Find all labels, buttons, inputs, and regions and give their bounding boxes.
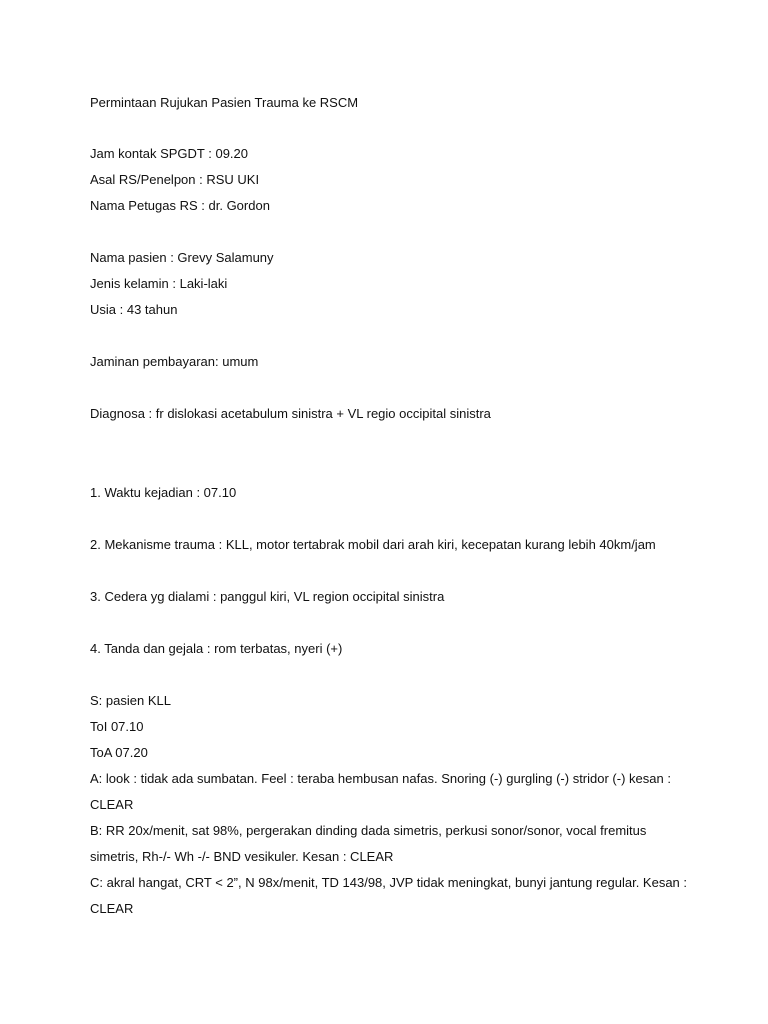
survey-s-line: S: pasien KLL <box>90 693 171 708</box>
document-title: Permintaan Rujukan Pasien Trauma ke RSCM <box>90 95 359 110</box>
patient-age-line: Usia : 43 tahun <box>90 302 178 317</box>
survey-breathing-line-2: simetris, Rh-/- Wh -/- BND vesikuler. Kesan : CLEAR <box>90 849 394 864</box>
patient-name-line: Nama pasien : Grevy Salamuny <box>90 250 274 265</box>
list-item: 4. Tanda dan gejala : rom terbatas, nyeri (+) <box>90 641 343 656</box>
survey-toa-line: ToA 07.20 <box>90 745 148 760</box>
survey-airway-conclusion: CLEAR <box>90 797 134 812</box>
survey-airway-line: A: look : tidak ada sumbatan. Feel : teraba hembusan nafas. Snoring (-) gurgling (-) stridor (-) kesan : <box>90 771 671 786</box>
list-item: 1. Waktu kejadian : 07.10 <box>90 485 237 500</box>
payment-line: Jaminan pembayaran: umum <box>90 354 259 369</box>
hospital-origin-line: Asal RS/Penelpon : RSU UKI <box>90 172 260 187</box>
diagnosis-line: Diagnosa : fr dislokasi acetabulum sinistra + VL regio occipital sinistra <box>90 406 491 421</box>
officer-name-line: Nama Petugas RS : dr. Gordon <box>90 198 270 213</box>
patient-sex-line: Jenis kelamin : Laki-laki <box>90 276 228 291</box>
survey-breathing-line: B: RR 20x/menit, sat 98%, pergerakan dinding dada simetris, perkusi sonor/sonor, vocal fremitus <box>90 823 647 838</box>
list-item: 3. Cedera yg dialami : panggul kiri, VL region occipital sinistra <box>90 589 445 604</box>
list-item: 2. Mekanisme trauma : KLL, motor tertabrak mobil dari arah kiri, kecepatan kurang lebih 40km/jam <box>90 537 656 552</box>
survey-circulation-conclusion: CLEAR <box>90 901 134 916</box>
survey-circulation-line: C: akral hangat, CRT < 2”, N 98x/menit, TD 143/98, JVP tidak meningkat, bunyi jantung regular. Kesan : <box>90 875 688 890</box>
contact-time-line: Jam kontak SPGDT : 09.20 <box>90 146 248 161</box>
survey-toi-line: ToI 07.10 <box>90 719 144 734</box>
